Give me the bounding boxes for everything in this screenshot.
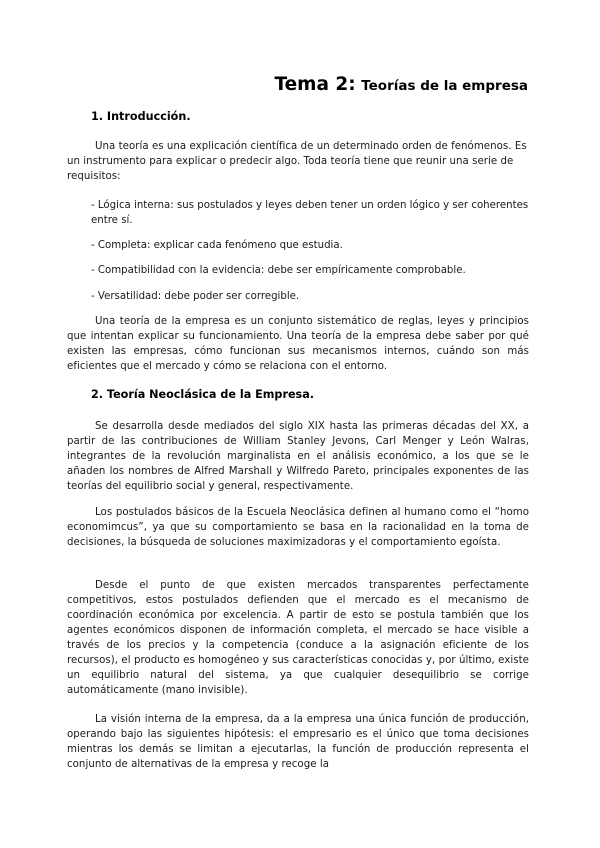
theory-definition-paragraph: Una teoría de la empresa es un conjunto sistemático de reglas, leyes y principios que intentan explicar su funcionamiento. Una teoría de la empresa debe saber por qué existen las empresas, cómo funcionan sus mecanismos internos, cuándo son más eficientes que el mercado y cómo se relaciona con el entorno. (67, 316, 529, 372)
market-paragraph: Desde el punto de que existen mercados transparentes perfectamente competitivos, estos postulados defienden que el mercado es el mecanismo de coordinación económica por excelencia. A partir de esto se postula también que los agentes económicos disponen de información completa, el mercado se hace visible a través de los precios y la competencia (conduce a la asignación eficiente de los recursos), el producto es homogéneo y sus características conocidas y, por último, existe un equilibrio natural del sistema, ya que cualquier desequilibrio se corrige automáticamente (mano invisible). (67, 580, 529, 696)
section-1-heading: 1. Introducción. (91, 110, 191, 123)
title-subtitle: Teorías de la empresa (361, 78, 528, 94)
title-main: Tema 2: (274, 74, 356, 95)
requirement-item: - Versatilidad: debe poder ser corregible. (91, 291, 300, 302)
internal-view-paragraph: La visión interna de la empresa, da a la empresa una única función de producción, operando bajo las siguientes hipótesis: el empresario es el único que toma decisiones mientras los demás se limitan a ejecutarlas, la función de producción representa el conjunto de alternativas de la empresa y recoge la (67, 714, 529, 770)
requirement-item: - Completa: explicar cada fenómeno que estudia. (91, 240, 343, 251)
requirement-item: - Compatibilidad con la evidencia: debe ser empíricamente comprobable. (91, 265, 466, 276)
page-title (274, 74, 528, 95)
requirement-item: - Lógica interna: sus postulados y leyes deben tener un orden lógico y ser coherentes entre sí. (91, 200, 529, 226)
section-2-heading: 2. Teoría Neoclásica de la Empresa. (91, 388, 315, 401)
neoclassical-history-paragraph: Se desarrolla desde mediados del siglo XIX hasta las primeras décadas del XX, a partir de las contribuciones de William Stanley Jevons, Carl Menger y León Walras, integrantes de la revolución marginalista en el análisis económico, a los que se le añaden los nombres de Alfred Marshall y Wilfredo Pareto, principales exponentes de las teorías del equilibrio social y general, respectivamente. (67, 421, 529, 492)
postulates-paragraph: Los postulados básicos de la Escuela Neoclásica definen al humano como el “homo economimcus”, ya que su comportamiento se basa en la racionalidad en la toma de decisiones, la búsqueda de soluciones maximizadoras y el comportamiento egoísta. (67, 507, 529, 548)
intro-paragraph: Una teoría es una explicación científica de un determinado orden de fenómenos. Es un instrumento para explicar o predecir algo. Toda teoría tiene que reunir una serie de requisitos: (67, 141, 527, 182)
